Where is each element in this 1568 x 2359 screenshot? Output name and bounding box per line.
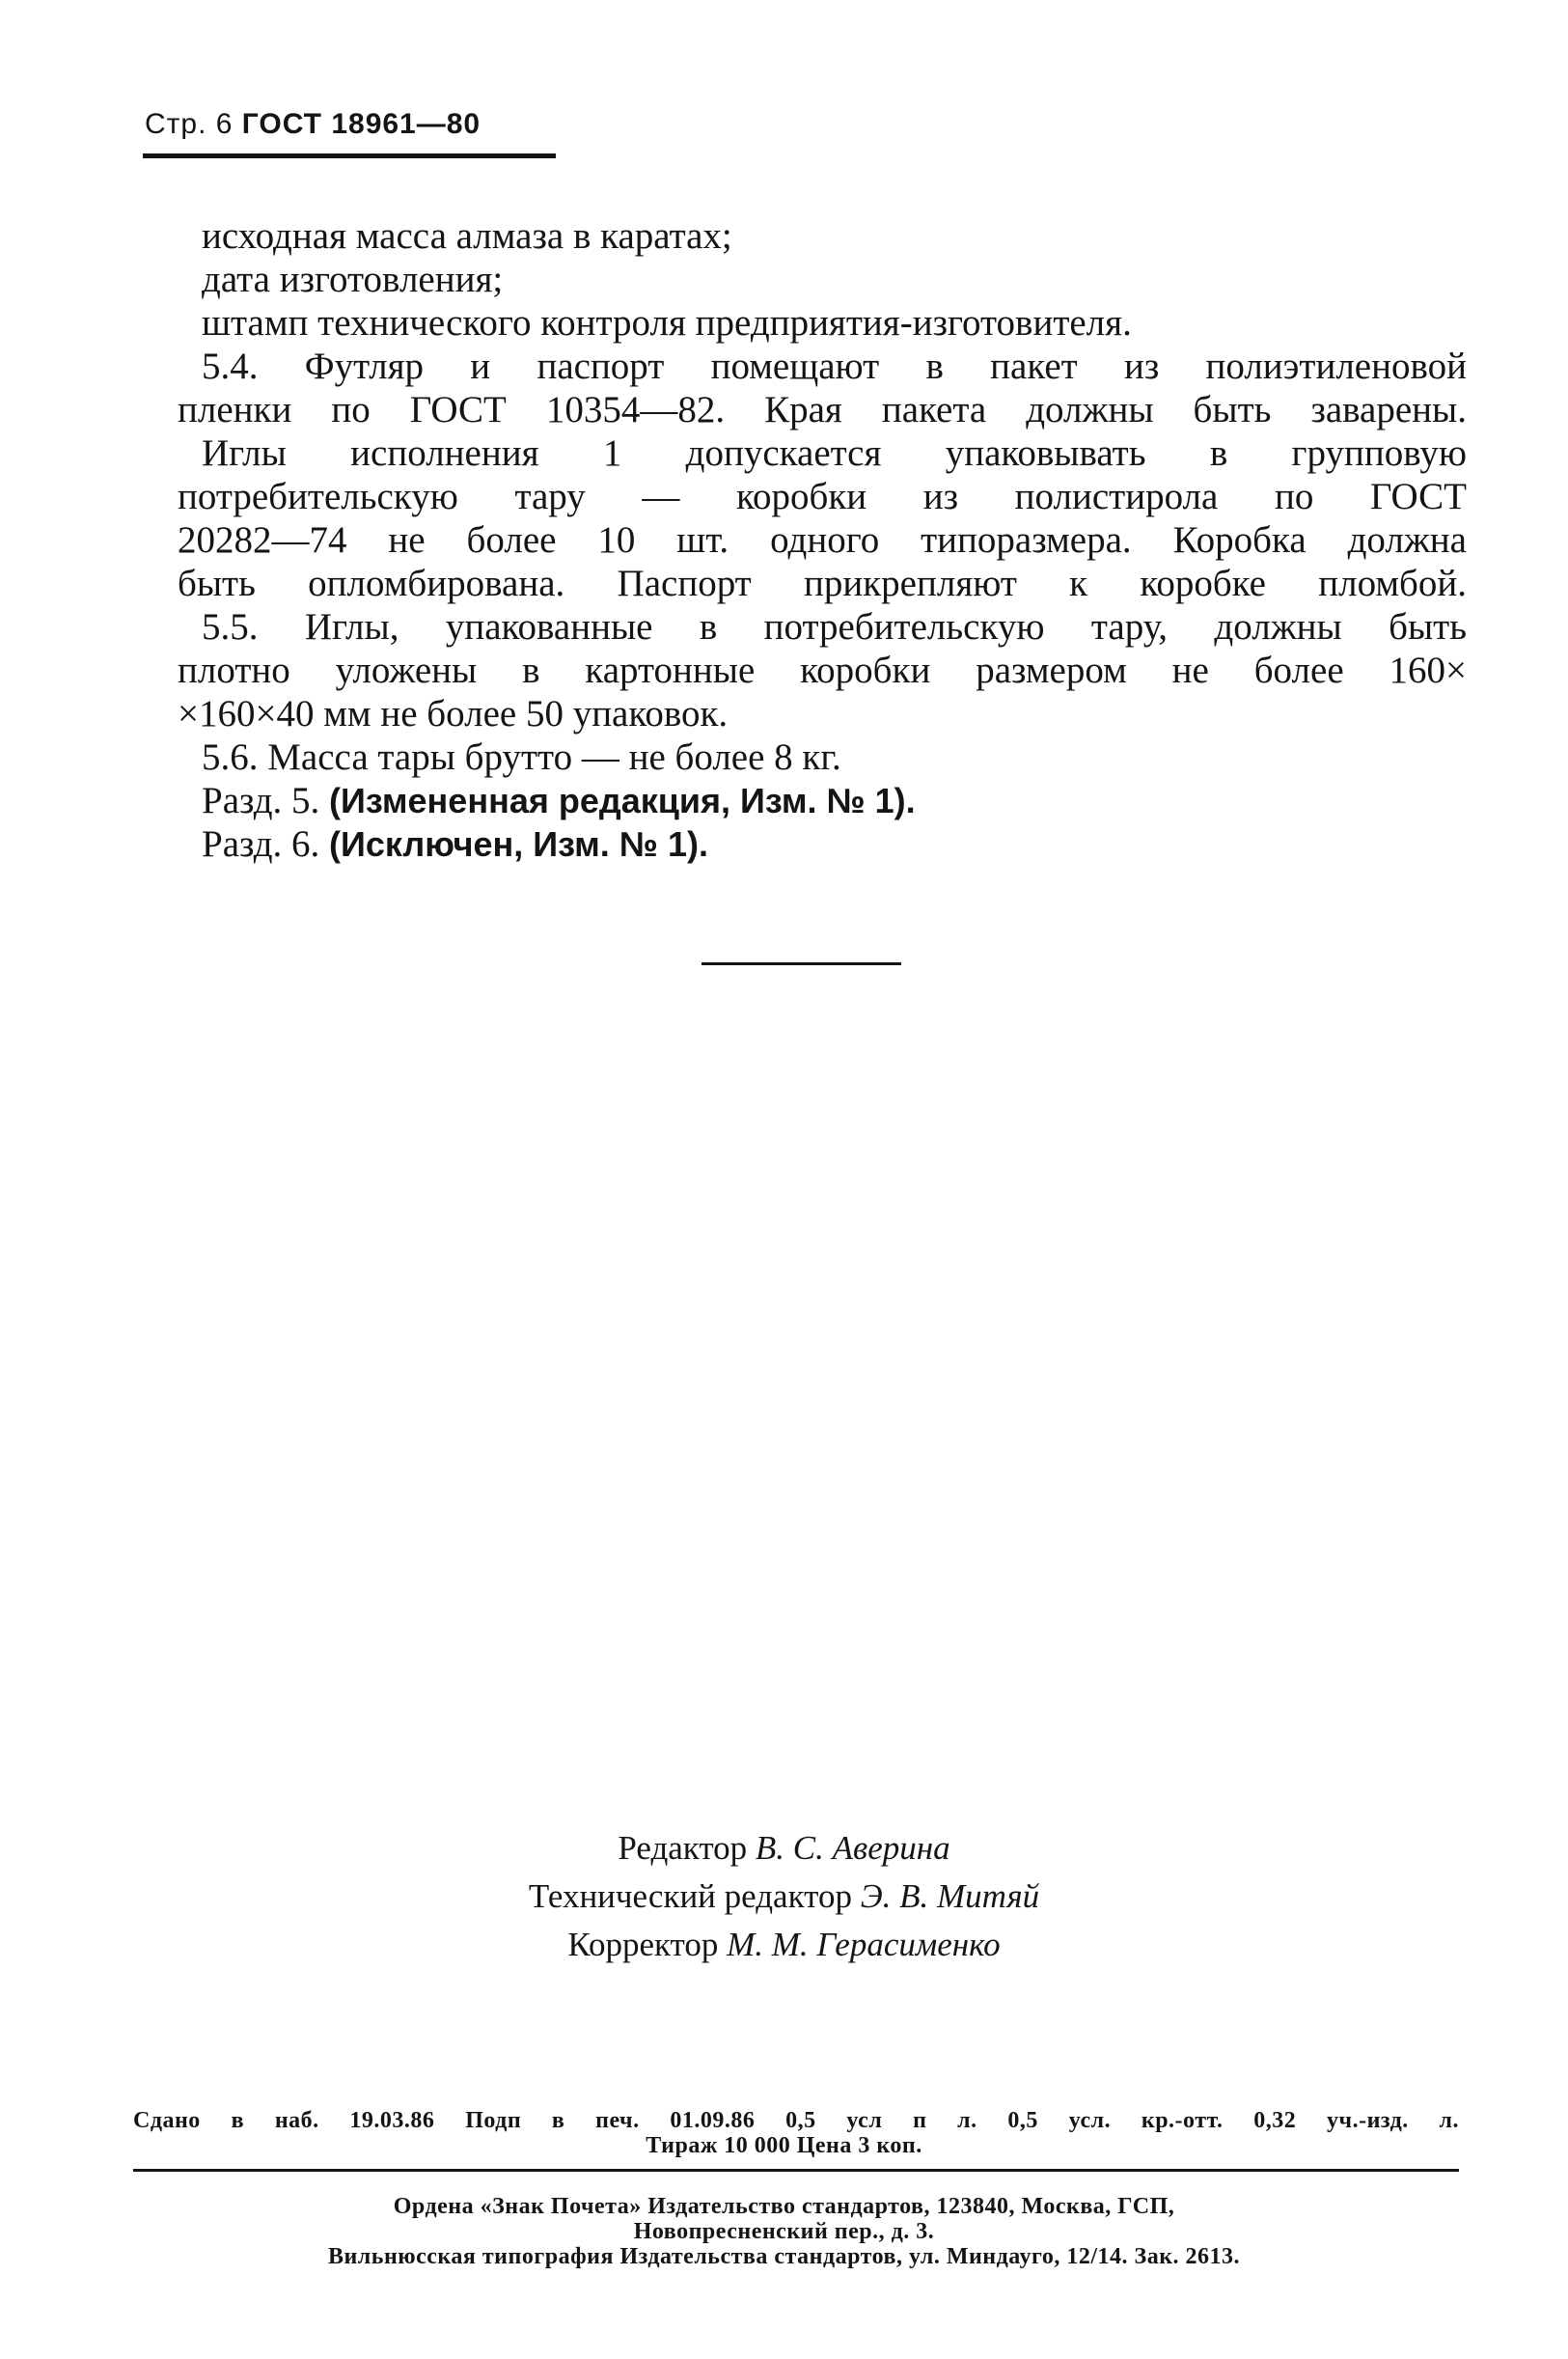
body-line: штамп технического контроля предприятия-изготовителя. xyxy=(202,302,1132,344)
editor-name: В. С. Аверина xyxy=(755,1829,950,1867)
body-line: плотно уложены в картонные коробки размером не более 160× xyxy=(178,650,1467,691)
body-line: пленки по ГОСТ 10354—82. Края пакета должны быть заварены. xyxy=(178,389,1467,430)
section-5-prefix: Разд. 5. xyxy=(202,780,320,821)
imprint-print-details: Сдано в наб. 19.03.86 Подп в печ. 01.09.86 0,5 усл п л. 0,5 усл. кр.-отт. 0,32 уч.-изд. л. xyxy=(133,2108,1459,2133)
standard-code: ГОСТ 18961—80 xyxy=(241,108,481,140)
body-line: 5.5. Иглы, упакованные в потребительскую тару, должны быть xyxy=(202,606,1467,648)
amendment-note-section-6 xyxy=(202,822,708,866)
imprint-publisher-address: Новопресненский пер., д. 3. xyxy=(633,2219,935,2244)
proofreader-name: М. М. Герасименко xyxy=(727,1926,1001,1963)
body-line: потребительскую тару — коробки из полистирола по ГОСТ xyxy=(178,476,1467,517)
page-header xyxy=(145,108,481,141)
imprint-circulation: Тираж 10 000 Цена 3 коп. xyxy=(646,2133,922,2158)
tech-editor-name: Э. В. Митяй xyxy=(860,1877,1040,1915)
editor-credit xyxy=(0,1824,1568,1873)
amendment-note-section-5 xyxy=(202,779,916,822)
body-line: Иглы исполнения 1 допускается упаковывать в групповую xyxy=(202,432,1467,474)
editor-label: Редактор xyxy=(618,1829,748,1867)
tech-editor-label: Технический редактор xyxy=(528,1877,852,1915)
imprint-publisher: Ордена «Знак Почета» Издательство стандартов, 123840, Москва, ГСП, xyxy=(393,2194,1175,2219)
body-line: 5.4. Футляр и паспорт помещают в пакет из полиэтиленовой xyxy=(202,346,1467,387)
body-line: 20282—74 не более 10 шт. одного типоразмера. Коробка должна xyxy=(178,519,1467,561)
body-line: ×160×40 мм не более 50 упаковок. xyxy=(178,693,729,735)
tech-editor-credit xyxy=(0,1873,1568,1921)
body-line: дата изготовления; xyxy=(202,259,504,300)
section-6-note: (Исключен, Изм. № 1). xyxy=(329,824,708,864)
body-line: исходная масса алмаза в каратах; xyxy=(202,215,732,257)
imprint-printing-house: Вильнюсская типография Издательства стандартов, ул. Миндауго, 12/14. Зак. 2613. xyxy=(327,2244,1241,2269)
body-line: 5.6. Масса тары брутто — не более 8 кг. xyxy=(202,736,841,778)
section-6-prefix: Разд. 6. xyxy=(202,823,320,865)
imprint-divider xyxy=(133,2169,1459,2172)
section-5-note: (Измененная редакция, Изм. № 1). xyxy=(329,781,916,820)
page-number: Стр. 6 xyxy=(145,108,234,140)
body-line: быть опломбирована. Паспорт прикрепляют к коробке пломбой. xyxy=(178,563,1467,604)
section-divider xyxy=(701,962,901,965)
proofreader-label: Корректор xyxy=(567,1926,719,1963)
header-divider xyxy=(143,153,556,158)
proofreader-credit xyxy=(0,1921,1568,1969)
